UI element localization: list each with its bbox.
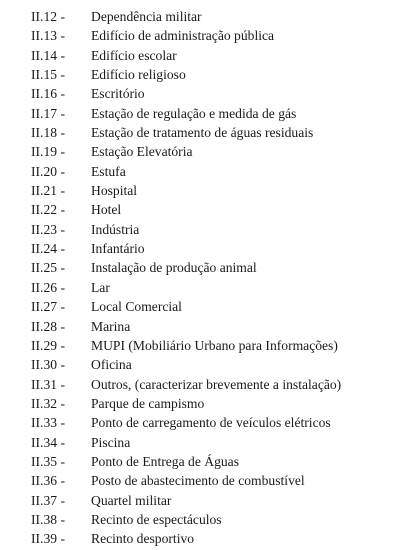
item-code: II.21 - xyxy=(31,183,65,199)
item-label: Estação Elevatória xyxy=(91,144,193,160)
list-item xyxy=(0,355,420,374)
list-item xyxy=(0,239,420,258)
item-label: Piscina xyxy=(91,434,131,450)
item-label: Hospital xyxy=(91,183,138,199)
item-code: II.37 - xyxy=(31,492,65,508)
list-item xyxy=(0,181,420,200)
item-code: II.28 - xyxy=(31,318,65,334)
item-label: Ponto de Entrega de Águas xyxy=(91,453,239,469)
list-item xyxy=(0,413,420,432)
item-label: Hotel xyxy=(91,202,122,218)
item-label: Recinto desportivo xyxy=(91,531,195,547)
item-code: II.29 - xyxy=(31,337,65,353)
item-code: II.12 - xyxy=(31,9,65,24)
item-code: II.22 - xyxy=(31,202,65,218)
item-label: Posto de abastecimento de combustível xyxy=(91,473,305,489)
list-item xyxy=(0,26,420,45)
item-code: II.16 - xyxy=(31,86,65,102)
item-code: II.30 - xyxy=(31,357,65,373)
item-code: II.35 - xyxy=(31,453,65,469)
item-label: Parque de campismo xyxy=(91,395,205,411)
list-item xyxy=(0,84,420,103)
item-label: Infantário xyxy=(91,241,145,257)
item-code: II.36 - xyxy=(31,473,65,489)
list-item xyxy=(0,394,420,413)
item-code: II.13 - xyxy=(31,28,65,44)
item-label: Oficina xyxy=(91,357,132,373)
item-label: Local Comercial xyxy=(91,299,182,315)
item-code: II.24 - xyxy=(31,241,65,257)
item-label: Edifício religioso xyxy=(91,67,186,83)
item-label: Estação de regulação e medida de gás xyxy=(91,105,297,121)
list-item xyxy=(0,375,420,394)
list-item xyxy=(0,491,420,510)
list-item xyxy=(0,258,420,277)
item-code: II.31 - xyxy=(31,376,65,392)
item-label: MUPI (Mobiliário Urbano para Informações) xyxy=(91,337,338,353)
item-code: II.34 - xyxy=(31,434,65,450)
item-label: Escritório xyxy=(91,86,145,102)
item-code: II.19 - xyxy=(31,144,65,160)
item-label: Outros, (caracterizar brevemente a instalação) xyxy=(91,376,342,392)
list-item xyxy=(0,278,420,297)
item-code: II.38 - xyxy=(31,511,65,527)
item-label: Lar xyxy=(91,279,110,295)
list-item xyxy=(0,336,420,355)
item-label: Edifício de administração pública xyxy=(91,28,275,44)
item-code: II.20 - xyxy=(31,163,65,179)
installation-type-list xyxy=(0,7,420,549)
item-code: II.15 - xyxy=(31,67,65,83)
list-item xyxy=(0,7,420,26)
item-code: II.25 - xyxy=(31,260,65,276)
list-item xyxy=(0,510,420,529)
list-item xyxy=(0,65,420,84)
list-item xyxy=(0,46,420,65)
list-item xyxy=(0,220,420,239)
item-code: II.14 - xyxy=(31,47,65,63)
item-label: Estufa xyxy=(91,163,126,179)
item-label: Quartel militar xyxy=(91,492,172,508)
list-item xyxy=(0,142,420,161)
item-label: Dependência militar xyxy=(91,9,202,24)
list-item xyxy=(0,200,420,219)
item-code: II.27 - xyxy=(31,299,65,315)
item-label: Marina xyxy=(91,318,131,334)
list-item xyxy=(0,162,420,181)
item-label: Recinto de espectáculos xyxy=(91,511,222,527)
item-label: Ponto de carregamento de veículos elétricos xyxy=(91,415,331,431)
list-item xyxy=(0,297,420,316)
item-label: Instalação de produção animal xyxy=(91,260,257,276)
item-code: II.23 - xyxy=(31,221,65,237)
list-item xyxy=(0,317,420,336)
item-label: Edifício escolar xyxy=(91,47,177,63)
list-item xyxy=(0,529,420,548)
list-item xyxy=(0,123,420,142)
item-code: II.33 - xyxy=(31,415,65,431)
list-item xyxy=(0,452,420,471)
item-label: Estação de tratamento de águas residuais xyxy=(91,125,314,141)
item-code: II.39 - xyxy=(31,531,65,547)
item-code: II.32 - xyxy=(31,395,65,411)
list-item xyxy=(0,471,420,490)
item-code: II.18 - xyxy=(31,125,65,141)
list-item xyxy=(0,433,420,452)
item-code: II.17 - xyxy=(31,105,65,121)
item-label: Indústria xyxy=(91,221,140,237)
item-code: II.26 - xyxy=(31,279,65,295)
list-item xyxy=(0,104,420,123)
